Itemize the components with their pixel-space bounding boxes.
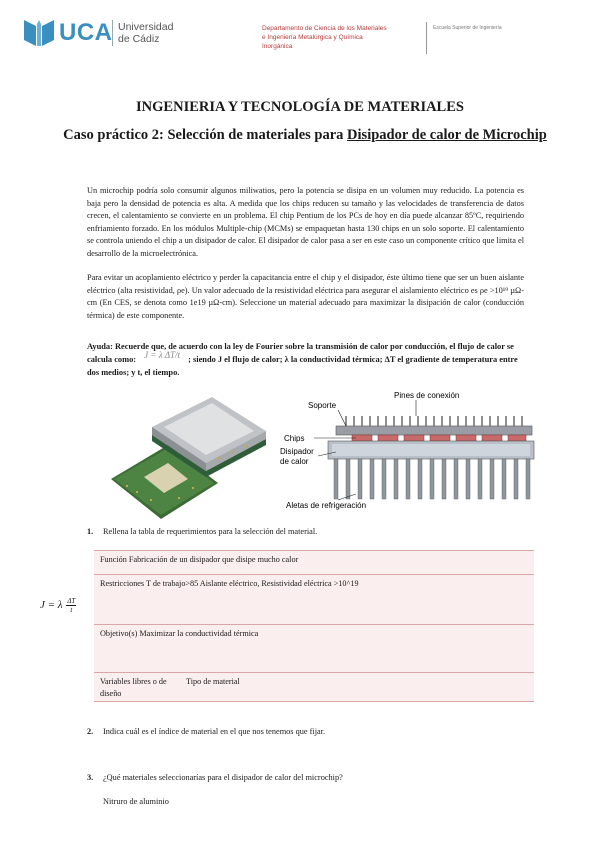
uca-logo-text: UCA xyxy=(59,19,113,46)
intro-paragraph: Un microchip podría solo consumir algunos miliwatios, pero la potencia se disipa en un volumen muy reducido. La potencia es baja pero la densidad de potencia es alta. A medida que los chips reducen su tamaño y las velocidades de transferencia de datos crecen, el calentamiento se convierte en un problema. El chip Pentium de los PCs de hoy en día puede alcanzar 85ºC, requiriendo enfriamiento forzado. En los módulos Multiple-chip (MCMs) se empaquetan hasta 130 chips en un solo soporte. El calentamiento se controla uniendo el chip a un disipador de calor. El disipador de calor pasa a ser en este caso un componente crítico que limita el desarrollo de la microelectrónica. xyxy=(87,186,524,258)
question-3 xyxy=(87,773,527,785)
department-line-3: Inorgánica xyxy=(262,43,293,50)
support-board xyxy=(336,426,532,435)
header-divider xyxy=(426,22,427,54)
university-line-1: Universidad xyxy=(118,21,174,33)
table-row-objetivo xyxy=(94,624,534,673)
question-3-number: 3. xyxy=(87,773,94,782)
label-chips: Chips xyxy=(284,434,305,443)
table-row-funcion xyxy=(94,550,534,575)
label-pines: Pines de conexión xyxy=(394,391,460,400)
course-title: INGENIERIA Y TECNOLOGÍA DE MATERIALES xyxy=(136,99,464,115)
question-1 xyxy=(87,527,527,539)
help-text-1: Ayuda: Recuerde que, de acuerdo con la ley de Fourier sobre la transmisión de calor por conducción, el flujo de calor se calcula como: xyxy=(87,342,514,364)
side-formula-numerator: ΔT xyxy=(67,597,76,605)
help-note xyxy=(87,340,527,379)
variables-value-cell[interactable]: Tipo de material xyxy=(186,677,240,686)
funcion-cell[interactable]: Función Fabricación de un disipador que disipe mucho calor xyxy=(100,555,299,564)
question-3-text: ¿Qué materiales seleccionarías para el disipador de calor del microchip? xyxy=(103,773,343,782)
question-1-number: 1. xyxy=(87,527,94,536)
table-row-variables xyxy=(94,672,534,702)
university-line-2: de Cádiz xyxy=(118,33,160,45)
chips xyxy=(352,435,526,441)
variables-label-1: Variables libres o de xyxy=(100,677,167,686)
logo-separator xyxy=(112,20,113,46)
department-line-1: Departamento de Ciencia de los Materiales xyxy=(262,25,387,32)
school-name: Escuela Superior de Ingeniería xyxy=(433,25,502,31)
restricciones-cell[interactable]: Restricciones T de trabajo>85 Aislante eléctrico, Resistividad eléctrica >10^19 xyxy=(100,579,359,588)
objetivo-cell[interactable]: Objetivo(s) Maximizar la conductividad térmica xyxy=(100,629,259,638)
label-disipador-2: de calor xyxy=(280,457,309,466)
question-2-number: 2. xyxy=(87,727,94,736)
help-text-2: ; siendo J el flujo de calor; λ la conductividad térmica; ΔT el gradiente de temperatura entre dos medios; y t, el tiempo. xyxy=(87,355,518,377)
side-formula xyxy=(40,597,76,614)
case-title-subject: Disipador de calor de Microchip xyxy=(347,127,547,143)
answer-3[interactable]: Nitruro de aluminio xyxy=(103,797,169,806)
table-row-restricciones xyxy=(94,574,534,625)
uca-emblem-icon xyxy=(22,16,56,50)
side-formula-denominator: t xyxy=(70,606,73,614)
side-formula-lhs: J = λ xyxy=(40,599,63,612)
question-2-text: Indica cuál es el índice de material en el que nos tenemos que fijar. xyxy=(103,727,326,736)
heat-sink-diagram xyxy=(276,388,538,520)
fourier-formula: J = λ ΔT/t xyxy=(144,350,181,360)
label-soporte: Soporte xyxy=(308,401,337,410)
label-disipador-1: Disipador xyxy=(280,447,314,456)
requirements-paragraph: Para evitar un acoplamiento eléctrico y perder la capacitancia entre el chip y el disipador, éste último tiene que ser un buen aislante eléctrico (alta resistividad, ρe). Un valor adecuado de la resistividad eléctrica para asegurar el aislamiento eléctrico es ρe >10¹⁹ µΩ-cm (En CES, se denota como 1e19 µΩ-cm). Seleccione un material adecuado para maximizar la disipación de calor (conducción térmica) de este componente. xyxy=(87,273,524,320)
label-aletas: Aletas de refrigeración xyxy=(286,501,367,510)
question-2 xyxy=(87,727,527,739)
case-title-prefix: Caso práctico 2: Selección de materiales para xyxy=(63,127,348,143)
variables-label-2: diseño xyxy=(100,689,122,698)
case-title xyxy=(60,125,550,146)
uca-logo xyxy=(22,14,192,54)
department-name xyxy=(262,24,422,51)
department-line-2: e Ingeniería Metalúrgica y Química xyxy=(262,34,363,41)
university-name xyxy=(118,21,173,45)
question-1-text: Rellena la tabla de requerimientos para la selección del material. xyxy=(103,527,318,536)
cpu-photo xyxy=(106,387,276,522)
requirements-table xyxy=(94,550,534,700)
side-formula-fraction xyxy=(66,597,76,614)
